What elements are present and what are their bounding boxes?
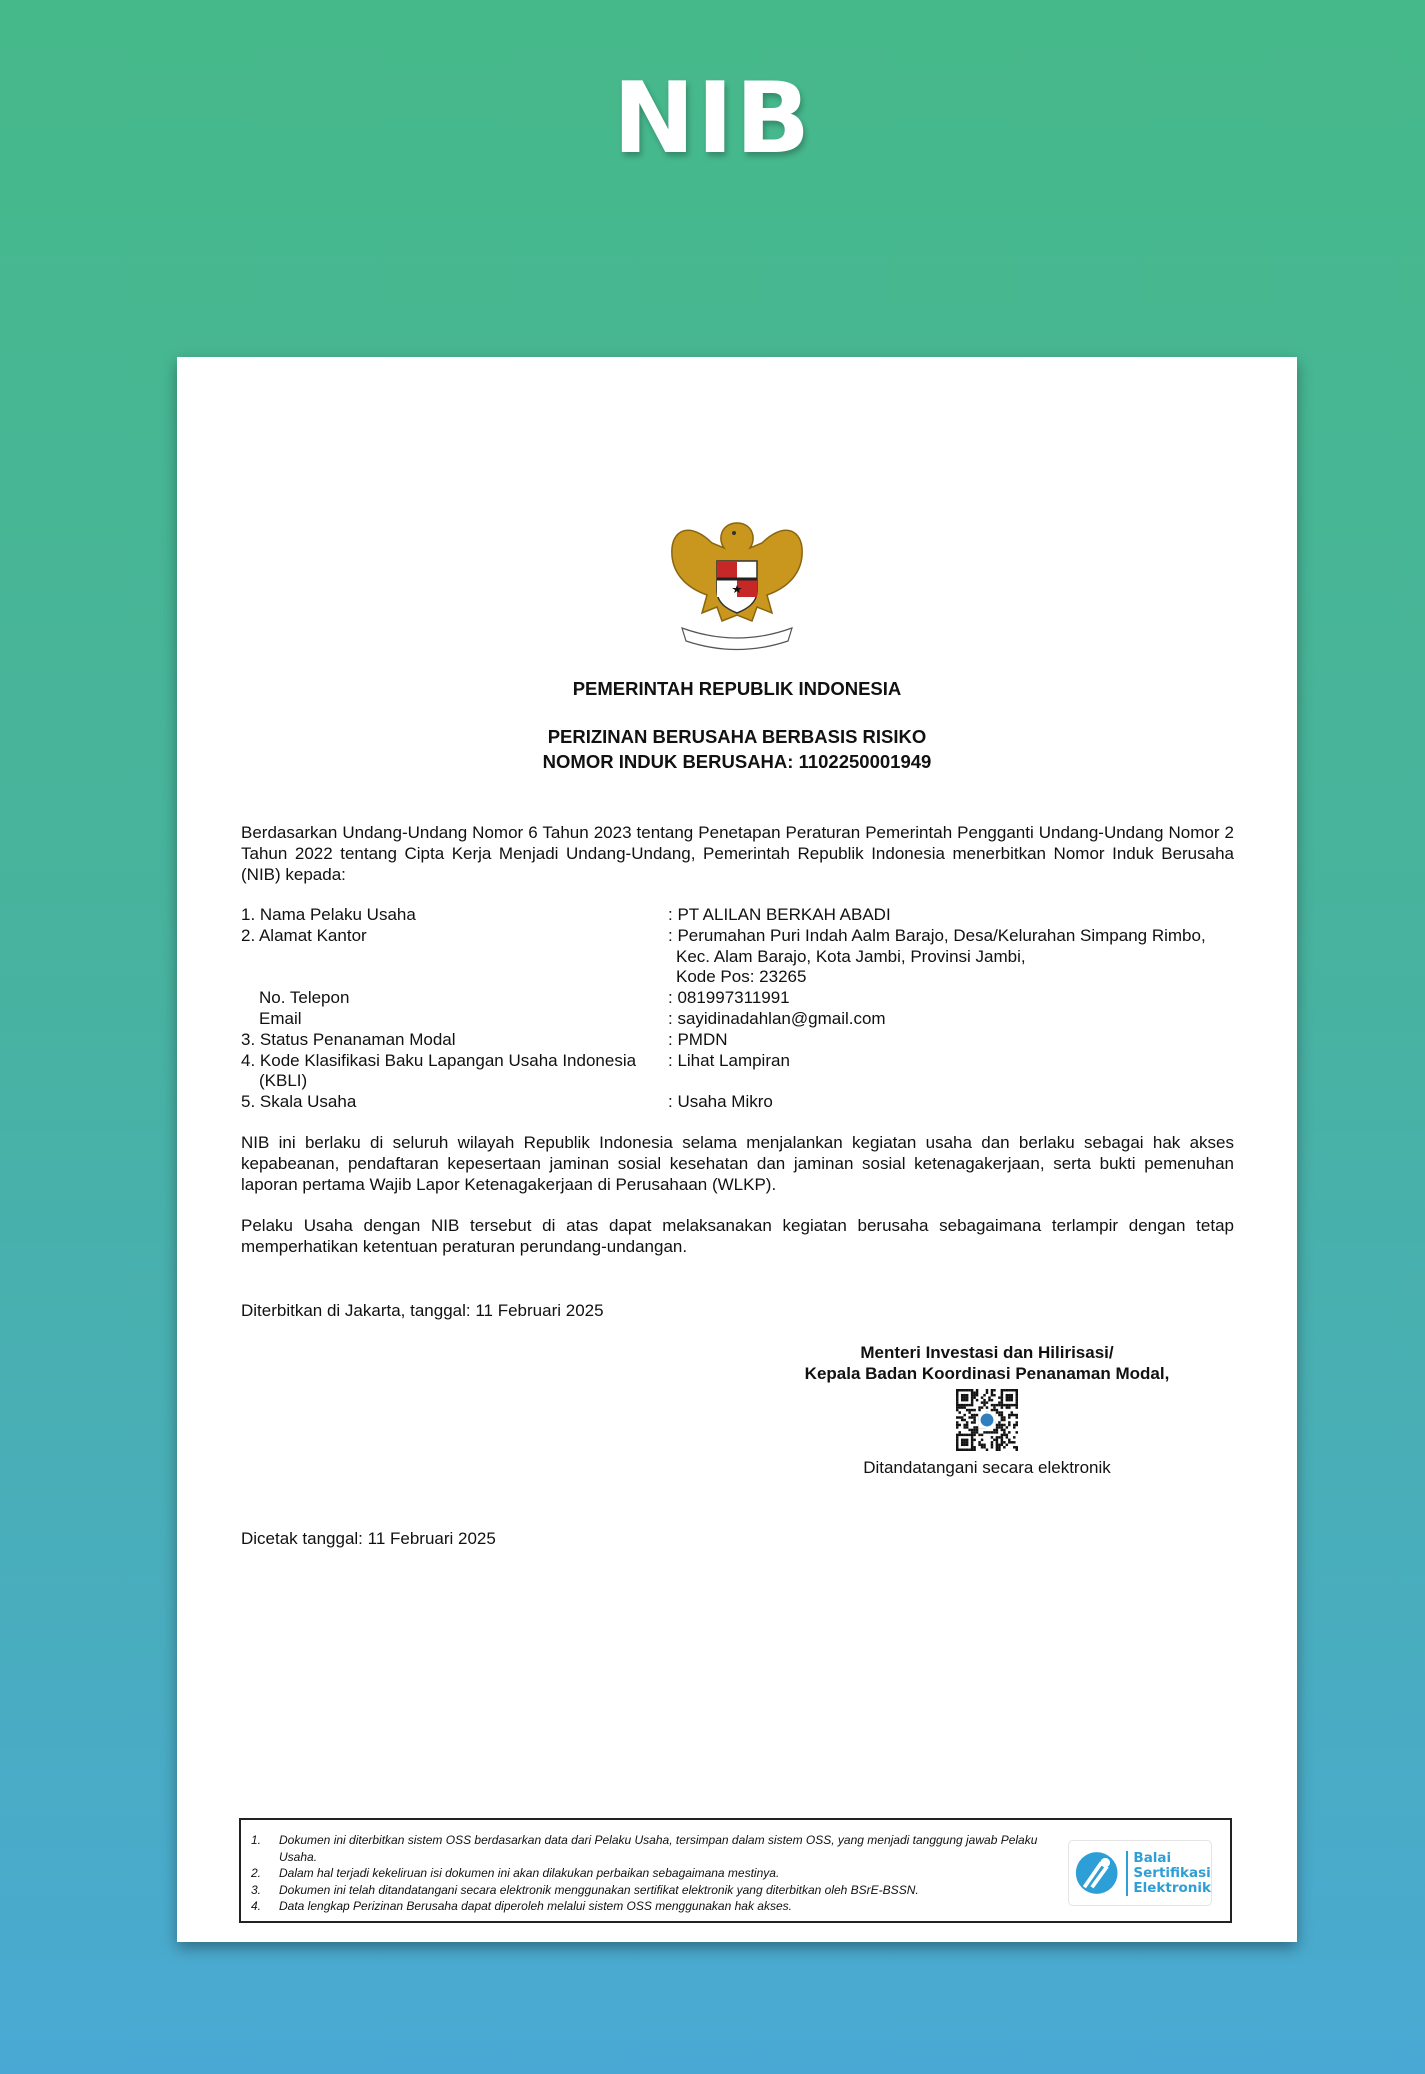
note-text: Dalam hal terjadi kekeliruan isi dokumen ini akan dilakukan perbaikan sebagaimana mestinya. (279, 1866, 780, 1880)
signer-title-1: Menteri Investasi dan Hilirisasi/ (860, 1343, 1114, 1362)
activity-paragraph: Pelaku Usaha dengan NIB tersebut di atas dapat melaksanakan kegiatan berusaha sebagaimana terlampir dengan tetap memperhatikan ketentuan peraturan perundang-undangan. (241, 1216, 1234, 1256)
field-value: : Usaha Mikro (668, 1092, 773, 1112)
business-fields (241, 905, 1234, 1113)
footer-note (251, 1832, 1061, 1865)
field-value: : 081997311991 (668, 988, 790, 1008)
field-value: Kec. Alam Barajo, Kota Jambi, Provinsi Jambi, (676, 946, 1026, 966)
field-value: : Lihat Lampiran (668, 1050, 790, 1070)
subheading-nib: NOMOR INDUK BERUSAHA: 1102250001949 (542, 751, 932, 772)
note-text: Dokumen ini diterbitkan sistem OSS berdasarkan data dari Pelaku Usaha, tersimpan dalam sistem OSS, yang menjadi tanggung jawab Pelaku Usaha. (279, 1833, 1038, 1864)
field-label: 4. Kode Klasifikasi Baku Lapangan Usaha Indonesia (241, 1050, 637, 1070)
signed-electronically-note: Ditandatangani secara elektronik (863, 1458, 1111, 1477)
bsre-logo-icon (1073, 1848, 1120, 1898)
field-label: (KBLI) (259, 1071, 308, 1091)
field-value: : PT ALILAN BERKAH ABADI (668, 905, 891, 924)
field-label: No. Telepon (259, 988, 350, 1008)
note-number: 3. (251, 1882, 262, 1897)
heading: PEMERINTAH REPUBLIK INDONESIA (572, 678, 902, 699)
subheading-permit: PERIZINAN BERUSAHA BERBASIS RISIKO (547, 726, 927, 747)
field-label: 1. Nama Pelaku Usaha (241, 905, 416, 924)
note-text: Data lengkap Perizinan Berusaha dapat diperoleh melalui sistem OSS menggunakan hak akses. (279, 1899, 792, 1913)
field-value: : PMDN (668, 1029, 728, 1049)
issued-date: Diterbitkan di Jakarta, tanggal: 11 Februari 2025 (241, 1301, 604, 1320)
banner-title: NIB (612, 62, 813, 176)
note-number: 2. (251, 1866, 262, 1880)
garuda-emblem-icon (662, 503, 812, 655)
field-label: 5. Skala Usaha (241, 1092, 357, 1112)
nib-document (177, 357, 1297, 1942)
field-label: 3. Status Penanaman Modal (241, 1029, 456, 1049)
note-number: 1. (251, 1833, 262, 1847)
signer-title-2: Kepala Badan Koordinasi Penanaman Modal, (804, 1364, 1170, 1383)
field-value: : Perumahan Puri Indah Aalm Barajo, Desa/Kelurahan Simpang Rimbo, (668, 925, 1206, 945)
bsre-logo (1068, 1840, 1212, 1906)
footer-note (251, 1898, 1061, 1915)
validity-paragraph: NIB ini berlaku di seluruh wilayah Republik Indonesia selama menjalankan kegiatan usaha dan berlaku sebagai hak akses kepabeanan, pendaftaran kepesertaan jaminan sosial kesehatan dan jaminan sosial ketenagakerjaan, serta bukti pemenuhan laporan pertama Wajib Lapor Ketenagakerjaan di Perusahaan (WLKP). (241, 1133, 1234, 1194)
field-value: Kode Pos: 23265 (676, 967, 807, 987)
footer-note (251, 1865, 1061, 1882)
bsre-line: Balai (1133, 1849, 1172, 1866)
footer-notes-list (251, 1832, 1061, 1915)
bsre-line: Sertifikasi (1133, 1864, 1211, 1881)
note-text: Dokumen ini telah ditandatangani secara elektronik menggunakan sertifikat elektronik yang diterbitkan oleh BSrE-BSSN. (279, 1882, 919, 1897)
intro-paragraph: Berdasarkan Undang-Undang Nomor 6 Tahun 2023 tentang Penetapan Peraturan Pemerintah Pengganti Undang-Undang Nomor 2 Tahun 2022 tentang Cipta Kerja Menjadi Undang-Undang, Pemerintah Republik Indonesia menerbitkan Nomor Induk Berusaha (NIB) kepada: (241, 823, 1234, 884)
field-value: : sayidinadahlan@gmail.com (668, 1008, 886, 1028)
note-number: 4. (251, 1899, 262, 1913)
qr-code-icon (956, 1389, 1018, 1451)
footer-notes-box (239, 1818, 1232, 1923)
printed-date: Dicetak tanggal: 11 Februari 2025 (241, 1529, 496, 1548)
field-label: 2. Alamat Kantor (241, 925, 367, 945)
field-label: Email (259, 1008, 302, 1028)
footer-note (251, 1882, 1061, 1899)
bsre-line: Elektronik (1133, 1879, 1211, 1896)
